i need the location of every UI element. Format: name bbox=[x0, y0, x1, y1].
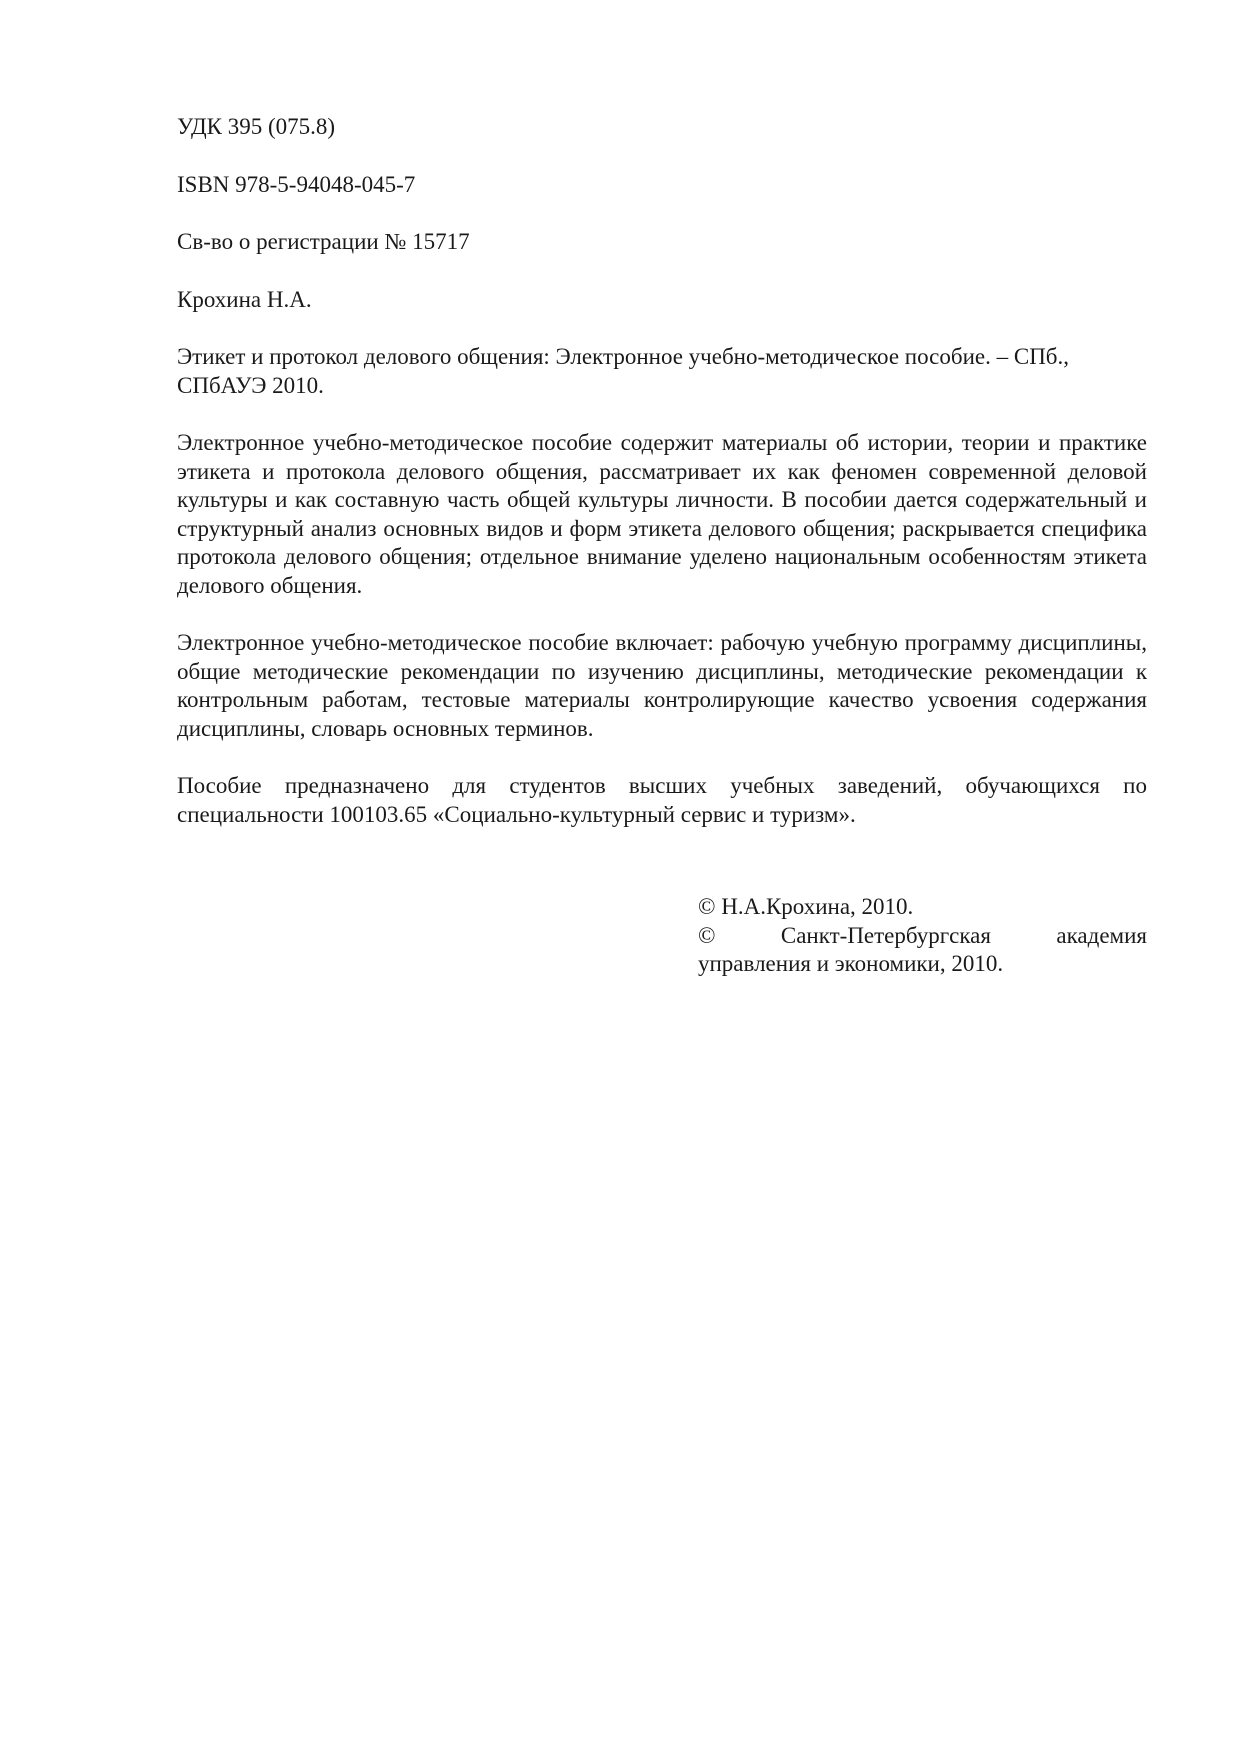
copyright-block bbox=[698, 893, 1147, 979]
document-page bbox=[177, 113, 1147, 829]
copyright-organization-line-1 bbox=[698, 922, 1147, 951]
citation-line-1: Этикет и протокол делового общения: Электронное учебно-методическое пособие. – СПб., bbox=[177, 344, 1070, 369]
bibliographic-citation bbox=[177, 343, 1147, 400]
copyright-author: © Н.А.Крохина, 2010. bbox=[698, 894, 914, 919]
copyright-organization-line-2: управления и экономики, 2010. bbox=[698, 951, 1004, 976]
copyright-symbol: © bbox=[698, 922, 716, 948]
author-name: Крохина Н.А. bbox=[177, 286, 312, 312]
registration-number: Св-во о регистрации № 15717 bbox=[177, 229, 470, 254]
copyright-org-word: академия bbox=[1056, 922, 1147, 948]
audience-paragraph: Пособие предназначено для студентов высших учебных заведений, обучающихся по специальности 100103.65 «Социально-культурный сервис и туризм». bbox=[177, 773, 1147, 827]
udk-code: УДК 395 (075.8) bbox=[177, 114, 336, 139]
citation-line-2: СПбАУЭ 2010. bbox=[177, 372, 324, 398]
isbn-number: ISBN 978-5-94048-045-7 bbox=[177, 171, 416, 197]
abstract-paragraph: Электронное учебно-методическое пособие содержит материалы об истории, теории и практике этикета и протокола делового общения, рассматривает их как феномен современной деловой культуры и как составную часть общей культуры личности. В пособии дается содержательный и структурный анализ основных видов и форм этикета делового общения; раскрывается специфика протокола делового общения; отдельное внимание уделено национальным особенностям этикета делового общения. bbox=[177, 430, 1147, 598]
copyright-org-name: Санкт-Петербургская bbox=[780, 922, 991, 948]
contents-paragraph: Электронное учебно-методическое пособие включает: рабочую учебную программу дисциплины, общие методические рекомендации по изучению дисциплины, методические рекомендации к контрольным работам, тестовые материалы контролирующие качество усвоения содержания дисциплины, словарь основных терминов. bbox=[177, 630, 1147, 741]
